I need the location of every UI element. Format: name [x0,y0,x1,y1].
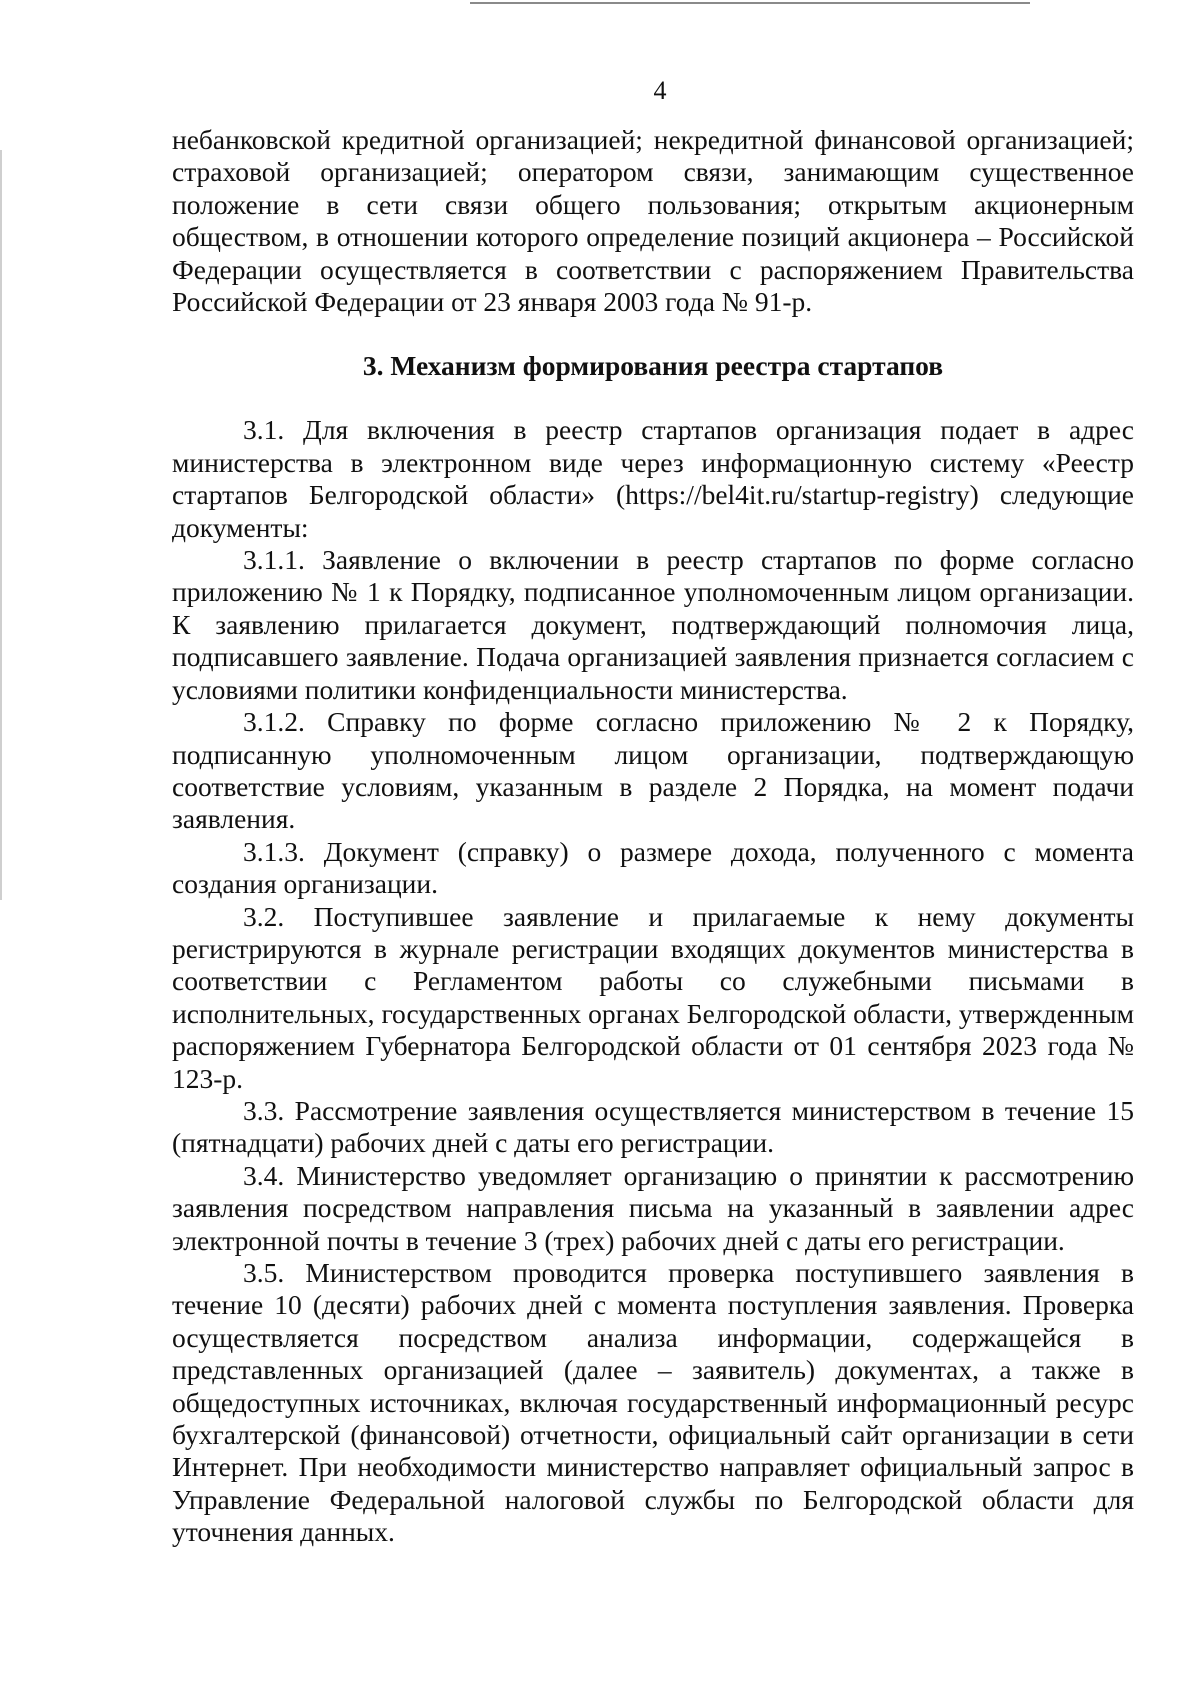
page-number: 4 [653,76,667,105]
paragraph-3-1-1: 3.1.1. Заявление о включении в реестр стартапов по форме согласно приложению № 1 к Порядку, подписанное уполномоченным лицом организации. К заявлению прилагается документ, подтверждающий полномочия лица, подписавшего заявление. Подача организацией заявления признается согласием с условиями политики конфиденциальности министерства. [172,544,1134,705]
paragraph-3-4: 3.4. Министерство уведомляет организацию о принятии к рассмотрению заявления посредством направления письма на указанный в заявлении адрес электронной почты в течение 3 (трех) рабочих дней с даты его регистрации. [172,1159,1134,1256]
paragraph-3-1-3: 3.1.3. Документ (справку) о размере дохода, полученного с момента создания организации. [172,835,1134,900]
paragraph-3-2: 3.2. Поступившее заявление и прилагаемые к нему документы регистрируются в журнале регистрации входящих документов министерства в соответствии с Регламентом работы со служебными письмами в исполнительных, государственных органах Белгородской области, утвержденным распоряжением Губернатора Белгородской области от 01 сентября 2023 года № 123-р. [172,900,1134,1094]
paragraph-3-5: 3.5. Министерством проводится проверка поступившего заявления в течение 10 (десяти) рабочих дней с момента поступления заявления. Проверка осуществляется посредством анализа информации, содержащейся в представленных организацией (далее – заявитель) документах, а также в общедоступных источниках, включая государственный информационный ресурс бухгалтерской (финансовой) отчетности, официальный сайт организации в сети Интернет. При необходимости министерство направляет официальный запрос в Управление Федеральной налоговой службы по Белгородской области для уточнения данных. [172,1257,1134,1548]
document-body [172,124,1134,1549]
scan-artifact-top-line [470,2,1030,4]
paragraph-3-3: 3.3. Рассмотрение заявления осуществляется министерством в течение 15 (пятнадцати) рабочих дней с даты его регистрации. [172,1094,1134,1159]
intro-paragraph: небанковской кредитной организацией; некредитной финансовой организацией; страховой организацией; оператором связи, занимающим существенное положение в сети связи общего пользования; открытым акционерным обществом, в отношении которого определение позиций акционера – Российской Федерации осуществляется в соответствии с распоряжением Правительства Российской Федерации от 23 января 2003 года № 91-р. [172,124,1134,318]
paragraph-3-1-2: 3.1.2. Справку по форме согласно приложению № 2 к Порядку, подписанную уполномоченным лицом организации, подтверждающую соответствие условиям, указанным в разделе 2 Порядка, на момент подачи заявления. [172,706,1134,835]
section-heading: 3. Механизм формирования реестра стартапов [362,350,944,382]
paragraph-3-1: 3.1. Для включения в реестр стартапов организация подает в адрес министерства в электронном виде через информационную систему «Реестр стартапов Белгородской области» (https://bel4it.ru/startup-registry) следующие документы: [172,414,1134,543]
scan-artifact-left-edge [0,150,2,900]
